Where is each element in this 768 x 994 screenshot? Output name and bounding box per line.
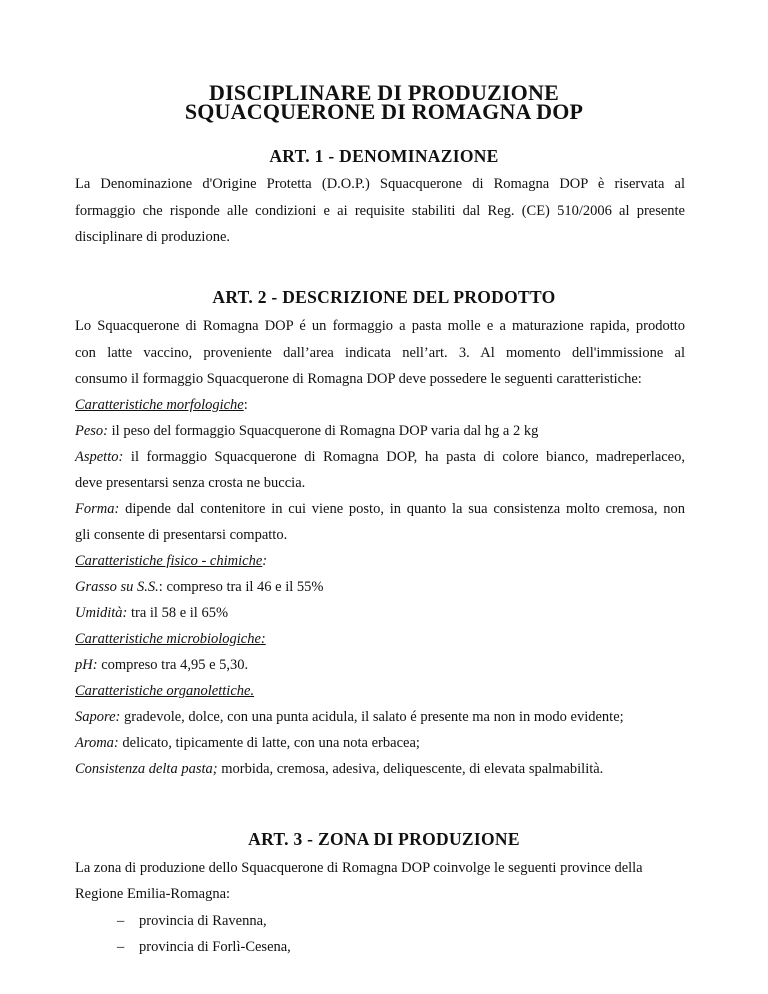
microbiologiche-title: Caratteristiche microbiologiche: bbox=[75, 631, 266, 647]
umidita-line bbox=[75, 605, 685, 622]
art3-heading: ART. 3 - ZONA DI PRODUZIONE bbox=[248, 829, 520, 849]
aspetto-line-2: deve presentarsi senza crosta ne buccia. bbox=[75, 475, 306, 491]
umidita-text: tra il 58 e il 65% bbox=[127, 605, 229, 621]
sapore-text: gradevole, dolce, con una punta acidula, il salato é presente ma non in modo evidente; bbox=[120, 709, 624, 725]
grasso-text: : compreso tra il 46 e il 55% bbox=[158, 579, 324, 595]
art2-heading: ART. 2 - DESCRIZIONE DEL PRODOTTO bbox=[212, 287, 556, 307]
grasso-line bbox=[75, 579, 685, 596]
ph-text: compreso tra 4,95 e 5,30. bbox=[97, 657, 249, 673]
aspetto-label: Aspetto: bbox=[75, 449, 124, 465]
sapore-line bbox=[75, 709, 685, 726]
province-forli-cesena: provincia di Forlì-Cesena, bbox=[139, 939, 291, 955]
forma-text-1: dipende dal contenitore in cui viene posto, in quanto la sua consistenza molto cremosa, non bbox=[119, 501, 685, 517]
consistenza-text: morbida, cremosa, adesiva, deliquescente, di elevata spalmabilità. bbox=[217, 761, 604, 777]
consistenza-line bbox=[75, 761, 685, 778]
document-title-line-2: SQUACQUERONE DI ROMAGNA DOP bbox=[184, 99, 584, 124]
art1-line-3: disciplinare di produzione. bbox=[75, 229, 231, 245]
forma-line-1 bbox=[75, 501, 685, 518]
list-dash: – bbox=[117, 939, 125, 955]
ph-line bbox=[75, 657, 685, 674]
grasso-label: Grasso su S.S. bbox=[75, 579, 159, 595]
microbiologiche-heading bbox=[75, 631, 685, 648]
peso-line bbox=[75, 423, 685, 440]
province-list-item bbox=[117, 913, 267, 930]
aroma-text: delicato, tipicamente di latte, con una nota erbacea; bbox=[118, 735, 420, 751]
art1-line-2: formaggio che risponde alle condizioni e ai requisite stabiliti dal Reg. (CE) 510/2006 al presente bbox=[75, 203, 685, 219]
fisico-chimiche-colon: : bbox=[262, 553, 268, 569]
forma-label: Forma: bbox=[75, 501, 120, 517]
aspetto-text-1: il formaggio Squacquerone di Romagna DOP, ha pasta di colore bianco, madreperlaceo, bbox=[123, 449, 685, 465]
document-title-line-1: DISCIPLINARE DI PRODUZIONE bbox=[209, 80, 559, 105]
morfologiche-colon: : bbox=[243, 397, 248, 413]
art3-line-2: Regione Emilia-Romagna: bbox=[75, 886, 231, 902]
sapore-label: Sapore: bbox=[75, 709, 121, 725]
province-list-item bbox=[117, 939, 291, 956]
art1-line-1: La Denominazione d'Origine Protetta (D.O.P.) Squacquerone di Romagna DOP è riservata al bbox=[75, 176, 685, 192]
list-dash: – bbox=[117, 913, 125, 929]
fisico-chimiche-heading bbox=[75, 553, 685, 570]
art2-intro-line-3: consumo il formaggio Squacquerone di Romagna DOP deve possedere le seguenti caratteristiche: bbox=[75, 371, 642, 387]
morfologiche-heading bbox=[75, 397, 685, 414]
fisico-chimiche-title: Caratteristiche fisico - chimiche bbox=[75, 553, 263, 569]
morfologiche-title: Caratteristiche morfologiche bbox=[75, 397, 244, 413]
province-ravenna: provincia di Ravenna, bbox=[139, 913, 267, 929]
organolettiche-title: Caratteristiche organolettiche. bbox=[75, 683, 255, 699]
aspetto-line-1 bbox=[75, 449, 685, 466]
art2-intro-line-2: con latte vaccino, proveniente dall’area indicata nell’art. 3. Al momento dell'immissione al bbox=[75, 345, 685, 361]
art3-line-1: La zona di produzione dello Squacquerone di Romagna DOP coinvolge le seguenti province della bbox=[75, 860, 643, 876]
peso-label: Peso: bbox=[75, 423, 109, 439]
art2-intro-line-1: Lo Squacquerone di Romagna DOP é un formaggio a pasta molle e a maturazione rapida, prodotto bbox=[75, 318, 685, 334]
consistenza-label: Consistenza delta pasta; bbox=[75, 761, 218, 777]
peso-text: il peso del formaggio Squacquerone di Romagna DOP varia dal hg a 2 kg bbox=[108, 423, 539, 439]
forma-line-2: gli consente di presentarsi compatto. bbox=[75, 527, 288, 543]
art1-heading: ART. 1 - DENOMINAZIONE bbox=[269, 146, 499, 166]
organolettiche-heading bbox=[75, 683, 685, 700]
aroma-label: Aroma: bbox=[75, 735, 119, 751]
umidita-label: Umidità: bbox=[75, 605, 128, 621]
aroma-line bbox=[75, 735, 685, 752]
ph-label: pH: bbox=[75, 657, 98, 673]
